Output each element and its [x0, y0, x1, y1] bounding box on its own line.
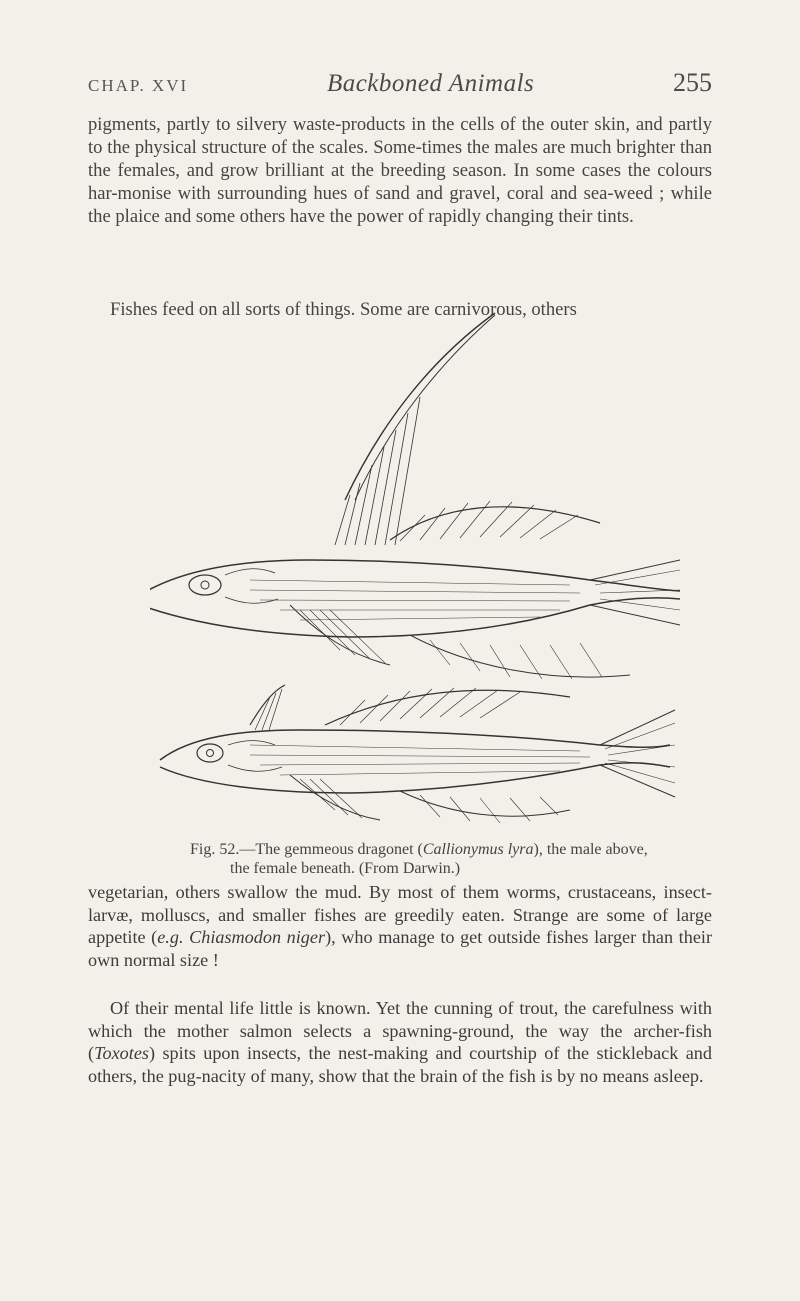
p4-text-b: ) spits upon insects, the nest-making and courtship of the stickleback and others, the pug-nacity of many, show that the brain of the fish is by no means asleep. [88, 1043, 712, 1086]
dragonet-illustration [150, 305, 680, 845]
p4-italic: Toxotes [94, 1043, 149, 1063]
paragraph-feeding-cont [88, 881, 712, 971]
male-dragonet-figure [150, 313, 680, 679]
caption-species-name: Callionymus lyra [422, 841, 534, 858]
p4-text-a: Of their mental life little is known. Yet the cunning of trout, the carefulness with which the mother salmon selects a spawning-ground, the way the archer-fish ( [88, 998, 712, 1063]
page-number: 255 [673, 68, 712, 97]
p3-text-b: ), who manage to get outside fishes larger than their own normal size ! [88, 927, 713, 970]
running-title: Backboned Animals [326, 70, 535, 97]
caption-text-a: —The gemmeous dragonet ( [239, 841, 423, 858]
figure-label: Fig. 52. [190, 841, 240, 858]
caption-text-b: ), the male above, [533, 841, 648, 858]
figure-caption [190, 840, 710, 878]
paragraph-mental-life [88, 997, 712, 1087]
female-dragonet-figure [160, 685, 675, 823]
running-header [88, 68, 712, 104]
caption-line-2: the female beneath. (From Darwin.) [230, 860, 461, 877]
paragraph-colour: pigments, partly to silvery waste-products in the cells of the outer skin, and partly to the physical structure of the scales. Some-times the males are much brighter than the females, and grow brilliant at the breeding season. In some cases the colours har-monise with surrounding hues of sand and gravel, coral and sea-weed ; while the plaice and some others have the power of rapidly changing their tints. [88, 114, 712, 227]
p3-italic: e.g. Chiasmodon niger [157, 927, 326, 947]
chapter-label: CHAP. XVI [88, 76, 189, 95]
p3-text-a: vegetarian, others swallow the mud. By most of them worms, crustaceans, insect-larvæ, molluscs, and smaller fishes are greedily eaten. Strange are some of large appetite ( [88, 882, 712, 947]
paragraph-feeding-start: Fishes feed on all sorts of things. Some are carnivorous, others [110, 299, 577, 320]
